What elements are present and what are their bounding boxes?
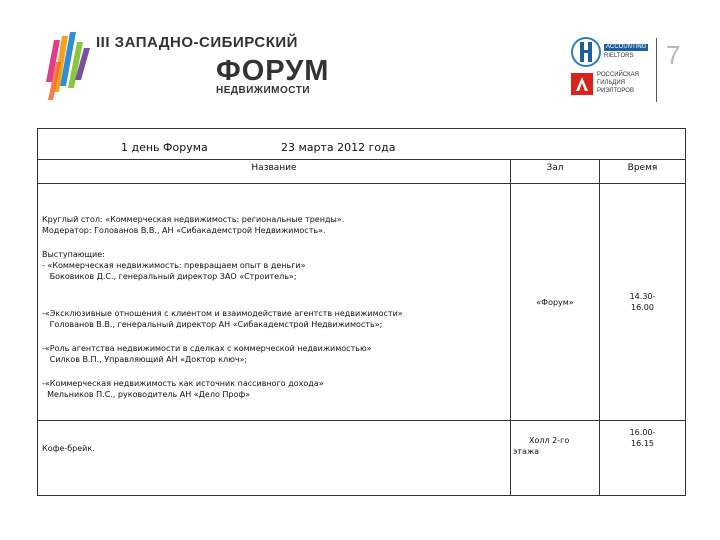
coffee-hall [511, 421, 600, 496]
session-line [42, 236, 506, 249]
day-date-line [38, 129, 685, 153]
session-hall: «Форум» [511, 184, 600, 421]
title-line2: ФОРУМ [216, 55, 330, 87]
accounting-logo-icon [570, 36, 604, 68]
coffee-hall-line1: Холл 2-го [529, 436, 570, 445]
session-time [600, 184, 686, 421]
coffee-time-start: 16.00- [629, 428, 656, 437]
coffee-break-label: Кофе-брейк. [42, 444, 95, 453]
session-line: Голованов В.В., генеральный директор АН «Сибакадемстрой Недвижимость»; [42, 320, 383, 329]
partner1-line2: RIELTORS [604, 53, 634, 59]
session-description [38, 184, 510, 400]
table-header-row [38, 129, 686, 160]
session-line: Силков В.П., Управляющий АН «Доктор ключ»; [42, 355, 248, 364]
partner2-line1: РОССИЙСКАЯ [597, 72, 639, 78]
title-line3: НЕДВИЖИМОСТИ [216, 85, 311, 96]
forum-logo-icon [44, 22, 92, 102]
partner2-line3: РИЭЛТОРОВ [597, 88, 634, 94]
schedule-table [37, 128, 686, 496]
column-header-row [38, 160, 686, 184]
partner-logo-accounting [570, 36, 650, 68]
partner-logo-guild [570, 72, 650, 102]
col-name-header: Название [38, 160, 511, 184]
session-line: -«Роль агентства недвижимости в сделках с коммерческой недвижимостью» [42, 344, 372, 353]
coffee-time [600, 421, 686, 496]
session-line: -«Коммерческая недвижимость как источник пассивного дохода» [42, 379, 324, 388]
session-line: Мельников П.С., руководитель АН «Дело Проф» [42, 390, 251, 399]
forum-title [96, 34, 346, 96]
session-line: -«Эксклюзивные отношения с клиентом и взаимодействие агентств недвижимости» [42, 309, 403, 318]
title-line1: III ЗАПАДНО-СИБИРСКИЙ [96, 34, 298, 51]
coffee-hall-line2: этажа [513, 447, 540, 456]
session-line: Боковиков Д.С., генеральный директор ЗАО «Строитель»; [42, 272, 297, 281]
slide-number: 7 [666, 40, 681, 70]
header-divider [656, 38, 657, 102]
col-hall-header: Зал [511, 160, 600, 184]
col-time-header: Время [600, 160, 686, 184]
partner1-line1: ACCOUNTING [606, 44, 647, 50]
coffee-time-end: 16.15 [631, 439, 654, 448]
session-line: - «Коммерческая недвижимость: превращаем опыт в деньги» [42, 261, 306, 270]
session-line [42, 282, 506, 295]
session-line: Круглый стол: «Коммерческая недвижимость: региональные тренды». [42, 215, 345, 224]
session-line [42, 295, 506, 308]
session-time-start: 14.30- [629, 292, 656, 301]
session-line [42, 365, 506, 378]
table-row [38, 184, 686, 421]
date-label: 23 марта 2012 года [281, 141, 396, 154]
guild-logo-icon [570, 72, 594, 96]
table-row [38, 421, 686, 496]
session-line: Модератор: Голованов В.В., АН «Сибакадемстрой Недвижимость». [42, 226, 326, 235]
session-time-end: 16.00 [631, 303, 654, 312]
day-label: 1 день Форума [121, 141, 208, 154]
partner2-line2: ГИЛЬДИЯ [597, 80, 626, 86]
session-line: Выступающие: [42, 250, 105, 259]
session-line [42, 330, 506, 343]
